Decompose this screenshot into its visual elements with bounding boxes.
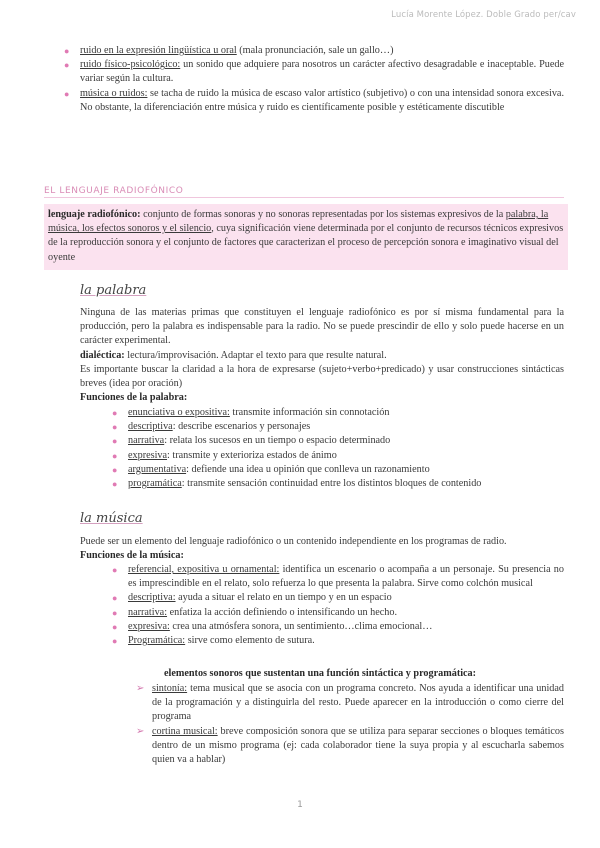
funciones-palabra-title: Funciones de la palabra: bbox=[80, 392, 188, 404]
list-item-text: identifica un escenario o acompaña a un personaje. Su presencia no es imprescindible en el relato, solo refuerza lo que presenta la palabra. Sirve como colchón musical bbox=[128, 564, 564, 590]
list-item-text: un sonido que adquiere para nosotros un carácter afectivo desagradable e inaceptable. Puede variar según la cultura. bbox=[80, 59, 564, 85]
page-number: 1 bbox=[297, 800, 303, 810]
list-item bbox=[112, 449, 564, 463]
funciones-musica-title: Funciones de la música: bbox=[80, 550, 184, 562]
bullet-icon: ● bbox=[112, 479, 118, 490]
list-item bbox=[112, 634, 564, 648]
list-item-text: (mala pronunciación, sale un gallo…) bbox=[236, 45, 394, 56]
list-item-text: : defiende una idea u opinión que conlleva un razonamiento bbox=[186, 463, 430, 475]
list-item-term: narrativa bbox=[128, 435, 165, 447]
bullet-icon: ● bbox=[112, 607, 118, 618]
list-item-term: narrativa: bbox=[128, 606, 168, 618]
palabra-block bbox=[80, 306, 564, 405]
bullet-icon: ● bbox=[112, 636, 118, 647]
list-item-term: expresiva: bbox=[128, 620, 170, 632]
section-divider bbox=[44, 197, 564, 198]
ruido-list bbox=[64, 44, 565, 115]
bullet-icon: ● bbox=[64, 88, 70, 99]
elementos-sonoros-list bbox=[136, 682, 564, 767]
dialectica-line bbox=[80, 349, 564, 363]
list-item bbox=[64, 58, 564, 86]
list-item-text: transmite información sin connotación bbox=[229, 407, 390, 418]
list-item bbox=[136, 682, 564, 725]
list-item-text: : describe escenarios y personajes bbox=[172, 421, 311, 433]
list-item-text: tema musical que se asocia con un programa concreto. Nos ayuda a identificar una unidad de la programación y a distinguirla del resto. Puede aparecer en la introducción o como cierre del programa bbox=[152, 683, 564, 723]
list-item-term: descriptiva bbox=[128, 421, 173, 433]
bullet-icon: ● bbox=[64, 60, 70, 71]
definition-text-before: conjunto de formas sonoras y no sonoras representadas por los sistemas expresivos de la bbox=[140, 209, 506, 220]
list-item bbox=[112, 434, 564, 448]
section-title: EL LENGUAJE RADIOFÓNICO bbox=[44, 186, 184, 196]
list-item-text: crea una atmósfera sonora, un sentimiento…clima emocional… bbox=[169, 620, 433, 632]
list-item bbox=[112, 620, 564, 634]
list-item-term: programática bbox=[128, 478, 182, 490]
subheading-musica: la música bbox=[80, 511, 143, 526]
list-item bbox=[112, 420, 564, 434]
bullet-icon: ● bbox=[112, 593, 118, 604]
subheading-palabra: la palabra bbox=[80, 283, 147, 298]
claridad-paragraph: Es importante buscar la claridad a la hora de expresarse (sujeto+verbo+predicado) y usar construcciones sintácticas breves (idea por oración) bbox=[80, 363, 564, 390]
list-item-term: ruido físico-psicológico: bbox=[80, 59, 181, 71]
definition-underlined: palabra, la música, los efectos sonoros y el silencio bbox=[48, 209, 549, 235]
list-item-text: enfatiza la acción definiendo o intensificando un hecho. bbox=[167, 606, 398, 618]
bullet-icon: ● bbox=[112, 450, 118, 461]
list-item bbox=[112, 591, 564, 605]
list-item-term: expresiva bbox=[128, 449, 168, 461]
list-item bbox=[64, 44, 564, 58]
list-item-text: sirve como elemento de sutura. bbox=[185, 635, 315, 647]
list-item bbox=[112, 463, 564, 477]
list-item-text: se tacha de ruido la música de escaso valor artístico (subjetivo) o con una intensidad sonora excesiva. No obstante, la diferenciación entre música y ruido es científicamente posible y estéticamente discutible bbox=[80, 87, 565, 113]
list-item-term: descriptiva: bbox=[128, 592, 176, 604]
list-item-text: : transmite sensación continuidad entre los distintos bloques de contenido bbox=[181, 478, 482, 490]
bullet-icon: ● bbox=[112, 408, 118, 418]
list-item-text: : relata los sucesos en un tiempo o espacio determinado bbox=[164, 435, 391, 447]
definition-text-after: , cuya significación viene determinada por el conjunto de recursos técnicos expresivos de la reproducción sonora y el conjunto de factores que caracterizan el proceso de percepción sonora e imaginativo visual del oyente bbox=[48, 223, 564, 263]
dialectica-text: lectura/improvisación. Adaptar el texto para que resulte natural. bbox=[124, 349, 387, 361]
list-item bbox=[64, 87, 565, 115]
list-item bbox=[136, 725, 564, 768]
definition-term: lenguaje radiofónico: bbox=[48, 209, 141, 220]
list-item-term: enunciativa o expositiva: bbox=[128, 407, 230, 418]
list-item-text: : transmite y exterioriza estados de ánimo bbox=[167, 449, 337, 461]
arrow-bullet-icon: ➢ bbox=[136, 683, 145, 694]
bullet-icon: ● bbox=[112, 565, 118, 575]
bullet-icon: ● bbox=[112, 621, 118, 632]
elementos-sonoros-title: elementos sonoros que sustentan una función sintáctica y programática: bbox=[164, 668, 477, 679]
bullet-icon: ● bbox=[64, 46, 70, 56]
list-item bbox=[112, 606, 564, 620]
page-header-author: Lucía Morente López. Doble Grado per/cav bbox=[391, 10, 576, 20]
list-item-text: breve composición sonora que se utiliza para separar secciones o bloques temáticos dentro de un mismo programa (ej: cada colaborador tiene la suya propia y al escucharla sabemos quien va a hablar) bbox=[152, 725, 564, 766]
funciones-palabra-list bbox=[112, 406, 564, 491]
list-item-text: ayuda a situar el relato en un tiempo y en un espacio bbox=[175, 592, 392, 604]
list-item-term: referencial, expositiva u ornamental: bbox=[128, 564, 280, 575]
list-item bbox=[112, 477, 564, 491]
list-item-term: Programática: bbox=[128, 635, 186, 647]
dialectica-term: dialéctica: bbox=[80, 349, 125, 361]
bullet-icon: ● bbox=[112, 422, 118, 433]
bullet-icon: ● bbox=[112, 436, 118, 447]
musica-intro: Puede ser un elemento del lenguaje radiofónico o un contenido independiente en los programas de radio. bbox=[80, 536, 507, 547]
bullet-icon: ● bbox=[112, 464, 118, 475]
arrow-bullet-icon: ➢ bbox=[136, 725, 145, 737]
musica-block bbox=[80, 535, 564, 563]
list-item bbox=[112, 563, 564, 591]
list-item-term: música o ruidos: bbox=[80, 87, 148, 99]
list-item bbox=[112, 406, 564, 420]
palabra-intro: Ninguna de las materias primas que constituyen el lenguaje radiofónico es por sí misma fundamental para la producción, pero la palabra es indispensable para la radio. No se puede prescindir de ello y solo puede hacerse en un carácter experimental. bbox=[80, 307, 564, 347]
list-item-term: cortina musical: bbox=[152, 725, 218, 737]
list-item-term: argumentativa bbox=[128, 463, 187, 475]
list-item-term: sintonía: bbox=[152, 683, 188, 694]
funciones-musica-list bbox=[112, 563, 564, 648]
list-item-term: ruido en la expresión lingüística u oral bbox=[80, 45, 237, 56]
definition-box bbox=[44, 204, 568, 270]
